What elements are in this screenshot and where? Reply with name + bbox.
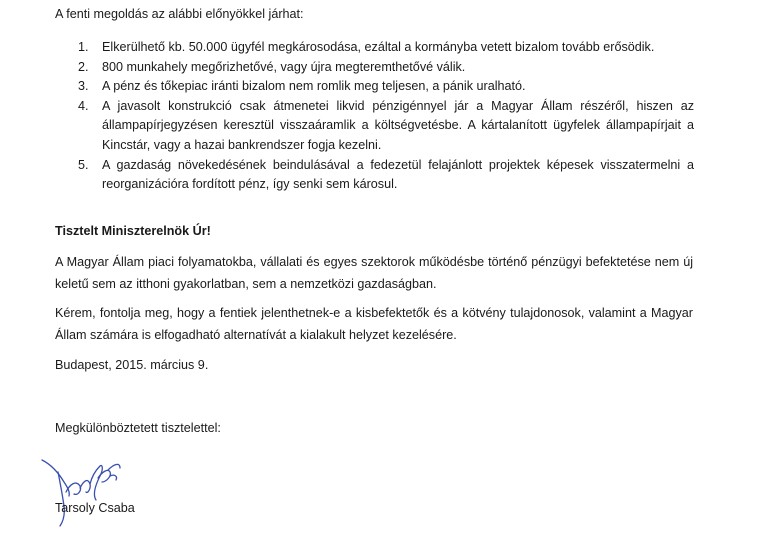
handwritten-signature (36, 448, 146, 538)
list-item-text: Elkerülhető kb. 50.000 ügyfél megkárosodása, ezáltal a kormányba vetett bizalom tovább erősödik. (102, 40, 655, 54)
list-item-text: A gazdaság növekedésének beindulásával a fedezetül felajánlott projektek képesek visszatermelni a reorganizációra fordított pénz, így senki sem károsul. (102, 157, 694, 192)
list-item (78, 38, 694, 58)
list-item (78, 77, 694, 97)
list-item-text: A javasolt konstrukció csak átmenetei likvid pénzigénnyel jár a Magyar Állam részéről, hiszen az állampapírjegyzésen keresztül visszaáramlik a költségvetésbe. A kártalanított ügyfelek állampapírjait a Kincstár, vagy a hazai bankrendszer fogja kezelni. (102, 98, 694, 152)
list-item-number: 5. (78, 157, 89, 172)
salutation: Tisztelt Miniszterelnök Úr! (55, 224, 211, 238)
body-paragraph-1: A Magyar Állam piaci folyamatokba, vállalati és egyes szektorok működésbe történő pénzügyi befektetése nem új keletű sem az itthoni gyakorlatban, sem a nemzetközi gazdaságban. (55, 255, 693, 291)
closing-phrase: Megkülönböztetett tisztelettel: (55, 421, 221, 435)
body-paragraph-2: Kérem, fontolja meg, hogy a fentiek jelenthetnek-e a kisbefektetők és a kötvény tulajdonosok, valamint a Magyar Állam számára is elfogadható alternatívát a kialakult helyzet kezelésére. (55, 306, 693, 342)
place-date: Budapest, 2015. március 9. (55, 358, 209, 372)
intro-text: A fenti megoldás az alábbi előnyökkel járhat: (55, 7, 304, 21)
list-item (78, 156, 694, 195)
list-item (78, 97, 694, 156)
list-item-text: 800 munkahely megőrizhetővé, vagy újra megteremthetővé válik. (102, 59, 466, 74)
list-item-number: 2. (78, 59, 89, 74)
list-item-number: 1. (78, 40, 89, 54)
benefits-list (78, 38, 694, 195)
signer-name: Tarsoly Csaba (55, 501, 135, 515)
list-item-number: 4. (78, 98, 89, 113)
list-item (78, 58, 694, 78)
list-item-number: 3. (78, 79, 89, 94)
list-item-text: A pénz és tőkepiac iránti bizalom nem romlik meg teljesen, a pánik uralható. (102, 79, 526, 94)
